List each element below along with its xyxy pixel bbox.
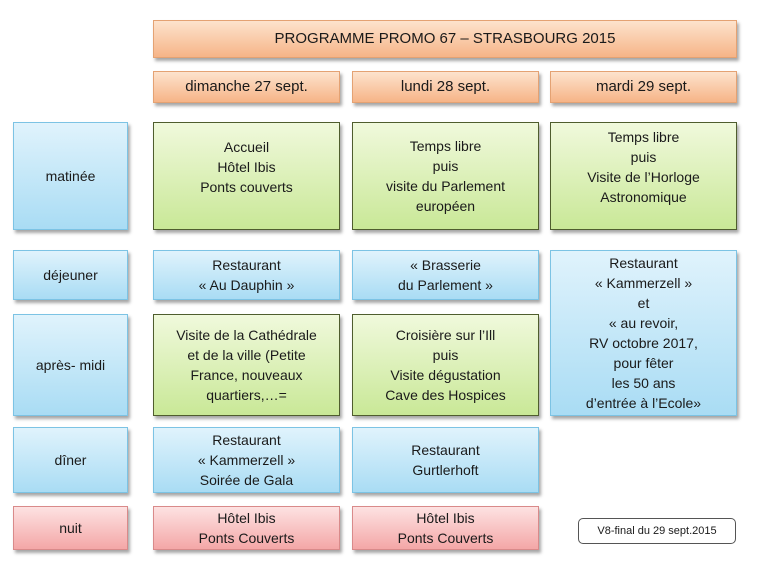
cell-monday-night: Hôtel Ibis Ponts Couverts bbox=[352, 506, 539, 550]
programme-title: PROGRAMME PROMO 67 – STRASBOURG 2015 bbox=[153, 20, 737, 58]
period-label-dinner: dîner bbox=[13, 427, 128, 493]
cell-monday-dinner: Restaurant Gurtlerhoft bbox=[352, 427, 539, 493]
day-header-monday: lundi 28 sept. bbox=[352, 71, 539, 103]
cell-sunday-afternoon: Visite de la Cathédrale et de la ville (Petite France, nouveaux quartiers,…= bbox=[153, 314, 340, 416]
period-label-night: nuit bbox=[13, 506, 128, 550]
cell-tuesday-morning: Temps libre puis Visite de l’Horloge Astronomique bbox=[550, 122, 737, 230]
day-header-tuesday: mardi 29 sept. bbox=[550, 71, 737, 103]
cell-tuesday-lunch-afternoon: Restaurant « Kammerzell » et « au revoir, RV octobre 2017, pour fêter les 50 ans d’entrée à l’Ecole» bbox=[550, 250, 737, 416]
cell-monday-morning: Temps libre puis visite du Parlement européen bbox=[352, 122, 539, 230]
day-header-sunday: dimanche 27 sept. bbox=[153, 71, 340, 103]
cell-sunday-morning: Accueil Hôtel Ibis Ponts couverts bbox=[153, 122, 340, 230]
cell-sunday-dinner: Restaurant « Kammerzell » Soirée de Gala bbox=[153, 427, 340, 493]
version-label: V8-final du 29 sept.2015 bbox=[578, 518, 736, 544]
period-label-afternoon: après- midi bbox=[13, 314, 128, 416]
cell-monday-afternoon: Croisière sur l’Ill puis Visite dégustation Cave des Hospices bbox=[352, 314, 539, 416]
period-label-lunch: déjeuner bbox=[13, 250, 128, 300]
period-label-morning: matinée bbox=[13, 122, 128, 230]
cell-monday-lunch: « Brasserie du Parlement » bbox=[352, 250, 539, 300]
cell-sunday-night: Hôtel Ibis Ponts Couverts bbox=[153, 506, 340, 550]
cell-sunday-lunch: Restaurant « Au Dauphin » bbox=[153, 250, 340, 300]
